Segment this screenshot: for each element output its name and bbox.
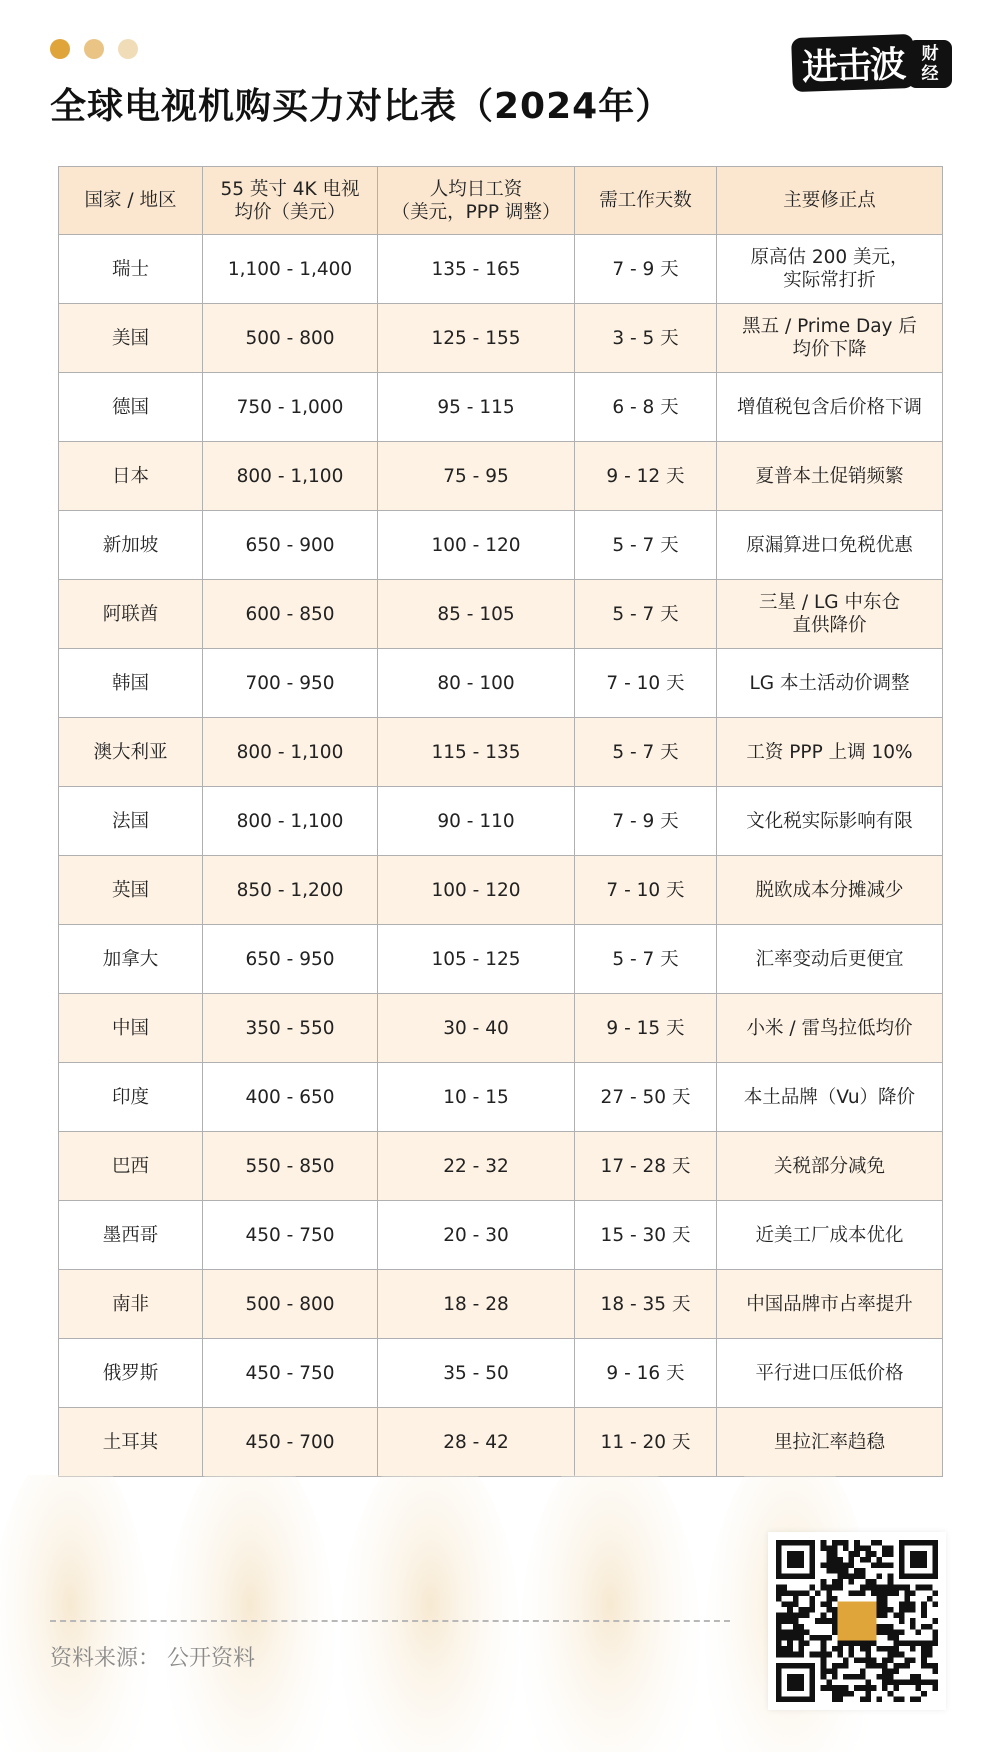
brand-name: 进击波: [791, 34, 915, 92]
price-cell: 400 - 650: [203, 1063, 378, 1132]
days-cell: 5 - 7 天: [575, 511, 717, 580]
page-title: 全球电视机购买力对比表（2024年）: [50, 86, 673, 127]
table-row: [59, 1270, 943, 1339]
note-cell: [717, 511, 943, 580]
country-cell: 澳大利亚: [59, 718, 203, 787]
note-line-1: LG 本土活动价调整: [749, 672, 910, 694]
price-cell: 800 - 1,100: [203, 787, 378, 856]
brand-sub: [908, 40, 952, 88]
note-cell: [717, 1339, 943, 1408]
note-line-1: 原高估 200 美元，: [750, 247, 909, 268]
dot-2: [84, 39, 104, 59]
wage-cell: 80 - 100: [378, 649, 575, 718]
column-header: [575, 167, 717, 235]
qr-code: [768, 1532, 946, 1710]
price-cell: 450 - 700: [203, 1408, 378, 1477]
days-cell: 5 - 7 天: [575, 718, 717, 787]
note-cell: [717, 1132, 943, 1201]
table-row: [59, 580, 943, 649]
price-cell: 750 - 1,000: [203, 373, 378, 442]
column-header-line-1: 国家 / 地区: [84, 190, 177, 211]
brand-sub-char-2: 经: [921, 64, 939, 84]
note-cell: [717, 235, 943, 304]
brand-sub-char-1: 财: [921, 44, 939, 64]
price-cell: 850 - 1,200: [203, 856, 378, 925]
decorative-dots: [50, 39, 138, 59]
column-header-line-2: （美元，PPP 调整）: [391, 201, 561, 223]
country-cell: 土耳其: [59, 1408, 203, 1477]
note-line-1: 脱欧成本分摊减少: [755, 879, 904, 901]
note-cell: [717, 856, 943, 925]
wage-cell: 125 - 155: [378, 304, 575, 373]
dot-3: [118, 39, 138, 59]
wage-cell: 22 - 32: [378, 1132, 575, 1201]
wage-cell: 135 - 165: [378, 235, 575, 304]
dot-1: [50, 39, 70, 59]
price-cell: 650 - 900: [203, 511, 378, 580]
purchasing-power-table: [58, 166, 943, 1477]
table-row: [59, 373, 943, 442]
days-cell: 5 - 7 天: [575, 925, 717, 994]
wage-cell: 115 - 135: [378, 718, 575, 787]
wage-cell: 18 - 28: [378, 1270, 575, 1339]
brand-logo: [792, 32, 956, 96]
table-row: [59, 718, 943, 787]
price-cell: 350 - 550: [203, 994, 378, 1063]
days-cell: 9 - 16 天: [575, 1339, 717, 1408]
country-cell: 中国: [59, 994, 203, 1063]
price-cell: 600 - 850: [203, 580, 378, 649]
price-cell: 700 - 950: [203, 649, 378, 718]
days-cell: 9 - 15 天: [575, 994, 717, 1063]
wage-cell: 10 - 15: [378, 1063, 575, 1132]
days-cell: 7 - 9 天: [575, 787, 717, 856]
note-line-1: 汇率变动后更便宜: [755, 948, 904, 970]
days-cell: 27 - 50 天: [575, 1063, 717, 1132]
country-cell: 南非: [59, 1270, 203, 1339]
wage-cell: 100 - 120: [378, 511, 575, 580]
days-cell: 9 - 12 天: [575, 442, 717, 511]
column-header: [378, 167, 575, 235]
price-cell: 450 - 750: [203, 1201, 378, 1270]
table-row: [59, 925, 943, 994]
note-line-1: 中国品牌市占率提升: [746, 1293, 913, 1315]
days-cell: 15 - 30 天: [575, 1201, 717, 1270]
column-header: [203, 167, 378, 235]
wage-cell: 20 - 30: [378, 1201, 575, 1270]
table-row: [59, 787, 943, 856]
price-cell: 500 - 800: [203, 1270, 378, 1339]
country-cell: 英国: [59, 856, 203, 925]
note-cell: [717, 649, 943, 718]
country-cell: 加拿大: [59, 925, 203, 994]
wage-cell: 105 - 125: [378, 925, 575, 994]
days-cell: 17 - 28 天: [575, 1132, 717, 1201]
days-cell: 18 - 35 天: [575, 1270, 717, 1339]
table-header-row: [59, 167, 943, 235]
note-cell: [717, 1201, 943, 1270]
price-cell: 1,100 - 1,400: [203, 235, 378, 304]
source-note: 资料来源： 公开资料: [50, 1646, 255, 1671]
table-row: [59, 856, 943, 925]
country-cell: 法国: [59, 787, 203, 856]
wage-cell: 28 - 42: [378, 1408, 575, 1477]
note-line-1: 本土品牌（Vu）降价: [743, 1086, 916, 1108]
price-cell: 800 - 1,100: [203, 718, 378, 787]
wage-cell: 75 - 95: [378, 442, 575, 511]
footer-divider: [50, 1620, 730, 1622]
price-cell: 450 - 750: [203, 1339, 378, 1408]
table-body: [59, 235, 943, 1477]
country-cell: 新加坡: [59, 511, 203, 580]
note-line-2: 均价下降: [792, 339, 867, 360]
note-cell: [717, 1408, 943, 1477]
table-row: [59, 235, 943, 304]
note-line-1: 三星 / LG 中东仓: [758, 592, 901, 613]
note-cell: [717, 787, 943, 856]
column-header-line-1: 人均日工资: [429, 178, 523, 200]
days-cell: 6 - 8 天: [575, 373, 717, 442]
note-cell: [717, 304, 943, 373]
country-cell: 阿联酋: [59, 580, 203, 649]
column-header: [717, 167, 943, 235]
country-cell: 韩国: [59, 649, 203, 718]
note-line-1: 平行进口压低价格: [755, 1362, 904, 1384]
column-header-line-1: 需工作天数: [599, 190, 692, 211]
country-cell: 巴西: [59, 1132, 203, 1201]
table-row: [59, 1201, 943, 1270]
wage-cell: 30 - 40: [378, 994, 575, 1063]
table-row: [59, 1408, 943, 1477]
price-cell: 550 - 850: [203, 1132, 378, 1201]
wage-cell: 100 - 120: [378, 856, 575, 925]
note-cell: [717, 1063, 943, 1132]
note-line-1: 关税部分减免: [773, 1155, 885, 1177]
country-cell: 俄罗斯: [59, 1339, 203, 1408]
country-cell: 美国: [59, 304, 203, 373]
note-line-1: 工资 PPP 上调 10%: [746, 741, 913, 763]
note-line-1: 增值税包含后价格下调: [736, 396, 922, 418]
price-cell: 800 - 1,100: [203, 442, 378, 511]
note-line-1: 夏普本土促销频繁: [755, 465, 904, 487]
column-header-line-1: 主要修正点: [783, 190, 876, 211]
column-header-line-1: 55 英寸 4K 电视: [220, 178, 360, 200]
country-cell: 墨西哥: [59, 1201, 203, 1270]
days-cell: 3 - 5 天: [575, 304, 717, 373]
table-row: [59, 511, 943, 580]
price-cell: 650 - 950: [203, 925, 378, 994]
wage-cell: 35 - 50: [378, 1339, 575, 1408]
note-cell: [717, 580, 943, 649]
note-cell: [717, 718, 943, 787]
wage-cell: 95 - 115: [378, 373, 575, 442]
table-row: [59, 442, 943, 511]
days-cell: 7 - 9 天: [575, 235, 717, 304]
note-cell: [717, 442, 943, 511]
note-cell: [717, 925, 943, 994]
country-cell: 印度: [59, 1063, 203, 1132]
note-cell: [717, 1270, 943, 1339]
table-row: [59, 1132, 943, 1201]
country-cell: 德国: [59, 373, 203, 442]
country-cell: 日本: [59, 442, 203, 511]
note-cell: [717, 994, 943, 1063]
wage-cell: 85 - 105: [378, 580, 575, 649]
note-line-1: 原漏算进口免税优惠: [746, 534, 913, 556]
table-row: [59, 304, 943, 373]
qr-code-image: [776, 1540, 938, 1702]
table-row: [59, 1063, 943, 1132]
country-cell: 瑞士: [59, 235, 203, 304]
note-line-1: 小米 / 雷鸟拉低均价: [746, 1017, 913, 1039]
wage-cell: 90 - 110: [378, 787, 575, 856]
price-cell: 500 - 800: [203, 304, 378, 373]
note-line-2: 实际常打折: [783, 270, 876, 291]
note-line-1: 文化税实际影响有限: [746, 810, 913, 832]
table-row: [59, 994, 943, 1063]
note-line-1: 近美工厂成本优化: [755, 1224, 904, 1246]
column-header: [59, 167, 203, 235]
column-header-line-2: 均价（美元）: [234, 201, 346, 223]
table-row: [59, 1339, 943, 1408]
days-cell: 7 - 10 天: [575, 649, 717, 718]
note-cell: [717, 373, 943, 442]
note-line-1: 黑五 / Prime Day 后: [742, 316, 917, 337]
days-cell: 7 - 10 天: [575, 856, 717, 925]
table-row: [59, 649, 943, 718]
note-line-1: 里拉汇率趋稳: [773, 1431, 885, 1453]
days-cell: 5 - 7 天: [575, 580, 717, 649]
note-line-2: 直供降价: [792, 615, 867, 636]
days-cell: 11 - 20 天: [575, 1408, 717, 1477]
